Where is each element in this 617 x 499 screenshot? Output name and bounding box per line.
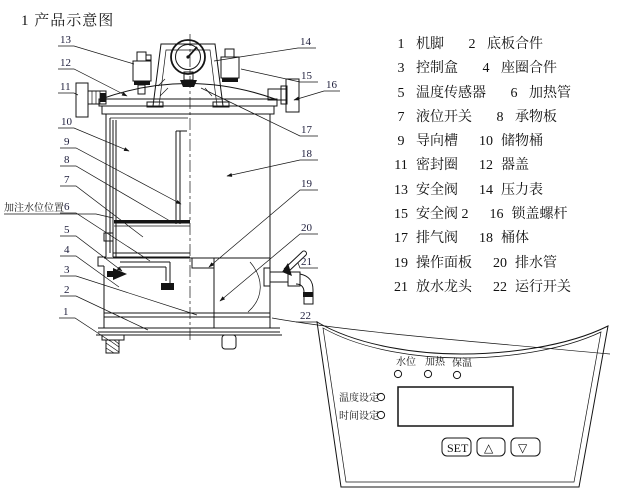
part-num: 5 [397,85,405,101]
callout-18: 18 [301,148,312,160]
indicator-label-water-level: 水位 [396,357,416,368]
callout-20: 20 [301,222,312,234]
callout-19: 19 [301,178,312,190]
set-button-label: SET [447,441,469,455]
water-level-note: 加注水位位置 [4,203,64,214]
part-name: 温度传感器 [416,85,486,101]
part-name: 安全阀 2 [416,207,469,223]
parts-row [391,276,617,300]
base-plate [96,328,282,335]
callout-8: 8 [64,154,70,166]
callout-leaders-left [4,46,197,341]
part-name: 桶体 [501,231,529,247]
part-num: 7 [397,109,405,125]
callout-2: 2 [64,284,70,296]
display-window [398,387,513,426]
part-num: 3 [397,61,405,77]
part-num: 17 [394,231,408,247]
callout-10: 10 [61,116,72,128]
callout-13: 13 [60,34,71,46]
callout-11: 11 [60,81,71,93]
part-name: 安全阀 [416,182,458,198]
down-arrow-icon: ▽ [518,441,528,455]
part-name: 底板合件 [487,37,543,52]
safety-valve-2 [221,49,239,82]
part-num: 12 [479,158,493,174]
indicator-leds [394,355,472,379]
part-num: 15 [394,207,408,223]
callout-14: 14 [300,36,311,48]
part-num: 10 [479,134,493,150]
callout-3: 3 [64,264,70,276]
part-name: 压力表 [501,182,543,198]
part-num: 21 [394,279,408,295]
part-name: 运行开关 [515,279,571,295]
part-num: 19 [394,255,408,271]
part-num: 1 [397,37,405,52]
part-name: 液位开关 [416,109,472,125]
part-name: 座圈合件 [501,61,557,77]
indicator-label-keep-warm: 保温 [452,358,472,369]
keep-warm-led [453,371,460,378]
part-num: 4 [482,61,490,77]
part-name: 机脚 [416,37,444,52]
temp-sensor [107,268,127,280]
callout-9: 9 [64,136,70,148]
parts-row [391,203,617,227]
part-num: 9 [397,134,405,150]
part-num: 11 [394,158,408,174]
callout-4: 4 [64,244,70,256]
callout-1: 1 [63,306,69,318]
part-num: 8 [496,109,504,125]
heater-tube [120,262,174,290]
parts-row [391,57,617,81]
part-name: 加热管 [529,85,571,101]
part-name: 器盖 [501,158,529,174]
part-num: 14 [479,182,493,198]
part-num: 2 [468,37,476,52]
guide-rail [176,131,187,224]
part-num: 18 [479,231,493,247]
parts-row [391,252,617,276]
parts-row [391,82,617,106]
part-name: 排气阀 [416,231,458,247]
callout-21: 21 [301,256,312,268]
part-num: 16 [489,207,504,223]
part-name: 密封圈 [416,158,458,174]
machine-foot-right [222,335,236,349]
callout-7: 7 [64,174,70,186]
callout-15: 15 [301,70,312,82]
lock-screw-right [268,79,299,112]
indicator-label-heating: 加热 [425,357,445,368]
part-num: 13 [394,182,408,198]
setting-leds [339,391,385,422]
lid [99,84,277,115]
time-setting-label: 时间设定 [339,411,379,422]
water-level-led [394,370,401,377]
part-name: 控制盒 [416,61,458,77]
up-arrow-icon: △ [484,441,494,455]
part-name: 储物桶 [501,134,543,150]
parts-row [391,33,617,57]
callout-22: 22 [300,310,311,322]
part-name: 承物板 [515,109,557,125]
part-num: 22 [493,279,507,295]
parts-list [391,33,617,300]
callout-numbers [60,34,338,322]
part-name: 操作面板 [416,255,472,271]
part-num: 20 [493,255,507,271]
callout-6: 6 [64,201,70,213]
parts-row [391,106,617,130]
callout-5: 5 [64,224,70,236]
part-name: 锁盖螺杆 [511,207,568,223]
parts-row [391,179,617,203]
callout-12: 12 [60,57,71,69]
control-panel-view [317,322,608,487]
part-num: 6 [510,85,518,101]
callout-17: 17 [301,124,312,136]
part-name: 排水管 [515,255,557,271]
part-name: 导向槽 [416,134,458,150]
parts-row [391,154,617,178]
heating-led [424,370,431,377]
part-name: 放水龙头 [416,279,472,295]
shelf-plate [114,220,190,226]
callout-16: 16 [326,79,337,91]
parts-row [391,130,617,154]
temp-setting-label: 温度设定 [339,393,379,404]
page-title: 1 产品示意图 [21,13,115,29]
panel-buttons [442,438,540,456]
parts-row [391,227,617,251]
pressure-gauge [147,40,229,107]
